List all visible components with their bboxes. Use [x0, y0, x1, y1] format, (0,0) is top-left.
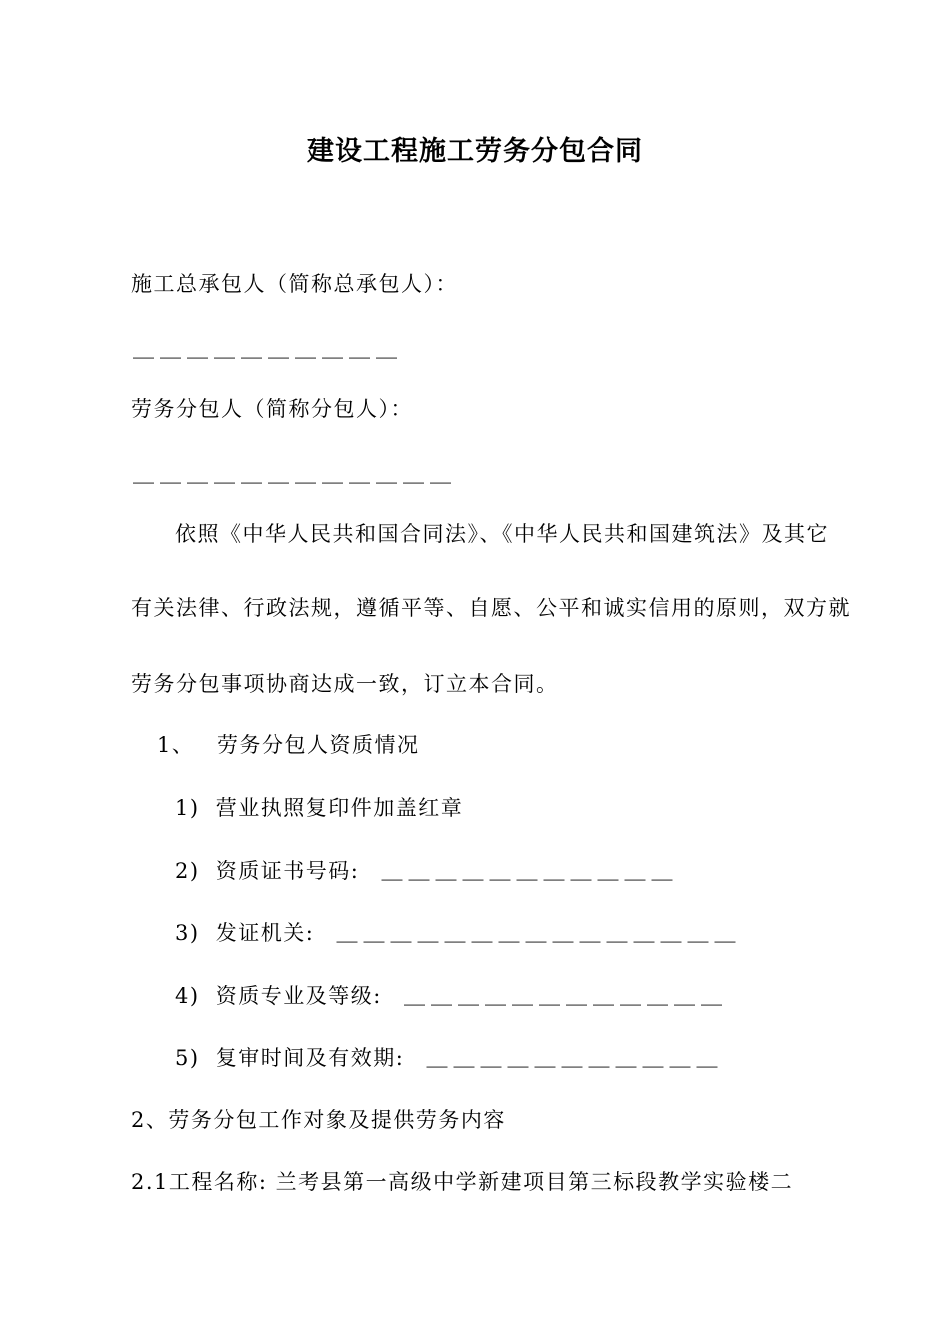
section-2-1-project-name: 2.1工程名称: 兰考县第一高级中学新建项目第三标段教学实验楼二: [131, 1170, 794, 1194]
section-2-heading: 2、劳务分包工作对象及提供劳务内容: [131, 1108, 506, 1132]
qualification-item-3: [175, 919, 742, 947]
item-number: 4): [175, 984, 200, 1008]
subcontractor-label: 劳务分包人（简称分包人）：: [131, 397, 413, 421]
section-1-heading: 劳务分包人资质情况: [217, 733, 420, 757]
item-label: 营业执照复印件加盖红章: [215, 796, 464, 820]
qualification-item-5: [175, 1044, 724, 1072]
contractor-blank: ＿＿＿＿＿＿＿＿＿＿: [133, 337, 403, 361]
item-blank: ＿＿＿＿＿＿＿＿＿＿＿: [426, 1046, 724, 1070]
item-number: 5): [175, 1046, 200, 1070]
item-label: 资质专业及等级:: [215, 984, 382, 1008]
qualification-item-1: [175, 794, 463, 822]
intro-paragraph-line-1: 依照《中华人民共和国合同法》、《中华人民共和国建筑法》及其它: [175, 522, 829, 546]
item-blank: ＿＿＿＿＿＿＿＿＿＿＿＿＿＿＿: [336, 921, 742, 945]
intro-paragraph-line-2: 有关法律、行政法规，遵循平等、自愿、公平和诚实信用的原则，双方就: [131, 596, 851, 620]
contractor-label: 施工总承包人（简称总承包人）：: [131, 272, 458, 296]
intro-paragraph-line-3: 劳务分包事项协商达成一致，订立本合同。: [131, 672, 559, 696]
item-blank: ＿＿＿＿＿＿＿＿＿＿＿＿: [404, 984, 729, 1008]
qualification-item-2: [175, 857, 679, 885]
subcontractor-blank: ＿＿＿＿＿＿＿＿＿＿＿＿: [133, 462, 457, 486]
item-blank: ＿＿＿＿＿＿＿＿＿＿＿: [381, 859, 679, 883]
item-label: 发证机关:: [215, 921, 315, 945]
item-number: 1): [175, 796, 200, 820]
document-title: 建设工程施工劳务分包合同: [307, 136, 643, 167]
item-label: 复审时间及有效期:: [215, 1046, 405, 1070]
qualification-item-4: [175, 982, 728, 1010]
section-1-number: 1、: [157, 733, 195, 757]
item-label: 资质证书号码:: [215, 859, 360, 883]
item-number: 3): [175, 921, 200, 945]
item-number: 2): [175, 859, 200, 883]
